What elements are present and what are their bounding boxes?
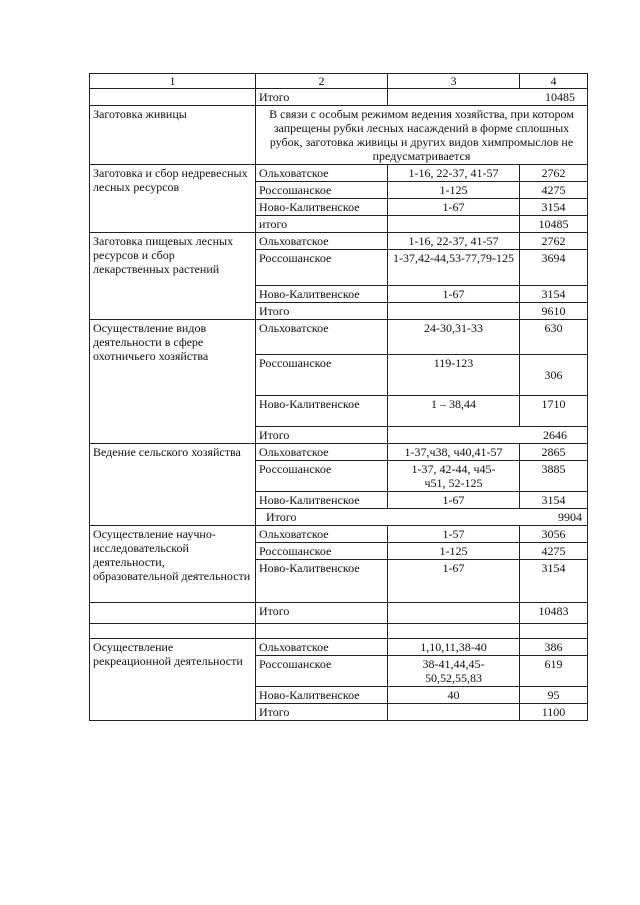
table-row (90, 233, 588, 250)
forestry-cell: Ольховатское (256, 165, 388, 182)
quarters-cell: 1-67 (388, 199, 520, 216)
quarters-cell: 1-125 (388, 182, 520, 199)
activity-cell: Заготовка пищевых лесных ресурсов и сбор лекарственных растений (90, 233, 256, 320)
col-header-1: 1 (90, 74, 256, 89)
area-cell: 2762 (520, 233, 588, 250)
area-cell: 630 (520, 320, 588, 355)
quarters-cell: 38-41,44,45-50,52,55,83 (388, 656, 520, 687)
total-label: Итого (256, 704, 388, 721)
area-cell: 3154 (520, 199, 588, 216)
table-row (90, 89, 588, 106)
quarters-cell: 40 (388, 687, 520, 704)
table-row (90, 526, 588, 543)
area-cell: 2762 (520, 165, 588, 182)
quarters-cell: 1-37,42-44,53-77,79-125 (388, 250, 520, 286)
table-row (90, 106, 588, 165)
quarters-cell: 24-30,31-33 (388, 320, 520, 355)
area-cell: 2865 (520, 444, 588, 461)
total-label: Итого (256, 303, 388, 320)
total-value: 10485 (520, 216, 588, 233)
quarters-cell: 1-67 (388, 286, 520, 303)
quarters-cell: 1-37, 42-44, ч45-ч51, 52-125 (388, 461, 520, 492)
activity-cell: Осуществление научно-исследовательской деятельности, образовательной деятельности (90, 526, 256, 603)
total-label: Итого (256, 603, 388, 624)
area-cell: 386 (520, 639, 588, 656)
total-value: 9904 (558, 510, 582, 524)
area-cell: 3885 (520, 461, 588, 492)
area-cell: 95 (520, 687, 588, 704)
table-row (90, 603, 588, 624)
area-cell: 3694 (520, 250, 588, 286)
total-label: Итого (256, 427, 388, 444)
total-value: 2646 (388, 427, 588, 444)
quarters-cell: 1-67 (388, 560, 520, 603)
quarters-cell: 1-57 (388, 526, 520, 543)
total-value: 10483 (520, 603, 588, 624)
forestry-cell: Ольховатское (256, 639, 388, 656)
activity-cell: Осуществление рекреационной деятельности (90, 639, 256, 721)
quarters-cell: 1 – 38,44 (388, 396, 520, 427)
forestry-cell: Ново-Калитвенское (256, 492, 388, 509)
note-cell: В связи с особым режимом ведения хозяйства, при котором запрещены рубки лесных насаждений в форме сплошных рубок, заготовка живицы и других видов химпромыслов не предусматривается (256, 106, 588, 165)
forestry-cell: Россошанское (256, 182, 388, 199)
spacer-row (90, 624, 588, 639)
area-cell: 306 (520, 355, 588, 396)
activity-cell: Осуществление видов деятельности в сфере охотничьего хозяйства (90, 320, 256, 444)
col-header-2: 2 (256, 74, 388, 89)
quarters-cell: 1-37,ч38, ч40,41-57 (388, 444, 520, 461)
total-value: 1100 (520, 704, 588, 721)
forestry-cell: Ольховатское (256, 444, 388, 461)
total-label: итого (256, 216, 388, 233)
forestry-cell: Ново-Калитвенское (256, 396, 388, 427)
quarters-cell: 1-125 (388, 543, 520, 560)
quarters-cell: 1,10,11,38-40 (388, 639, 520, 656)
total-value: 10485 (388, 89, 588, 106)
activity-cell: Заготовка живицы (90, 106, 256, 165)
col-header-4: 4 (520, 74, 588, 89)
area-cell: 4275 (520, 182, 588, 199)
forestry-cell: Ново-Калитвенское (256, 687, 388, 704)
forestry-cell: Ново-Калитвенское (256, 199, 388, 216)
forestry-cell: Ольховатское (256, 320, 388, 355)
quarters-cell: 1-16, 22-37, 41-57 (388, 165, 520, 182)
table-row (90, 444, 588, 461)
table-row (90, 320, 588, 355)
forestry-cell: Россошанское (256, 461, 388, 492)
forestry-cell: Ново-Калитвенское (256, 286, 388, 303)
quarters-cell: 1-67 (388, 492, 520, 509)
forestry-cell: Россошанское (256, 355, 388, 396)
area-cell: 1710 (520, 396, 588, 427)
total-label: Итого (256, 89, 388, 106)
quarters-cell: 119-123 (388, 355, 520, 396)
area-cell: 619 (520, 656, 588, 687)
forestry-cell: Ольховатское (256, 233, 388, 250)
table-row (90, 639, 588, 656)
total-value: 9610 (520, 303, 588, 320)
activity-cell: Ведение сельского хозяйства (90, 444, 256, 526)
activity-cell: Заготовка и сбор недревесных лесных ресурсов (90, 165, 256, 233)
col-header-3: 3 (388, 74, 520, 89)
quarters-cell: 1-16, 22-37, 41-57 (388, 233, 520, 250)
area-cell: 3154 (520, 492, 588, 509)
area-cell: 4275 (520, 543, 588, 560)
forestry-cell: Ново-Калитвенское (256, 560, 388, 603)
table-row (90, 165, 588, 182)
header-row (90, 74, 588, 89)
area-cell: 3056 (520, 526, 588, 543)
area-cell: 3154 (520, 560, 588, 603)
total-label: Итого (266, 510, 297, 524)
forestry-cell: Россошанское (256, 656, 388, 687)
forest-use-table (89, 73, 588, 721)
forestry-cell: Ольховатское (256, 526, 388, 543)
forestry-cell: Россошанское (256, 250, 388, 286)
forestry-cell: Россошанское (256, 543, 388, 560)
area-cell: 3154 (520, 286, 588, 303)
